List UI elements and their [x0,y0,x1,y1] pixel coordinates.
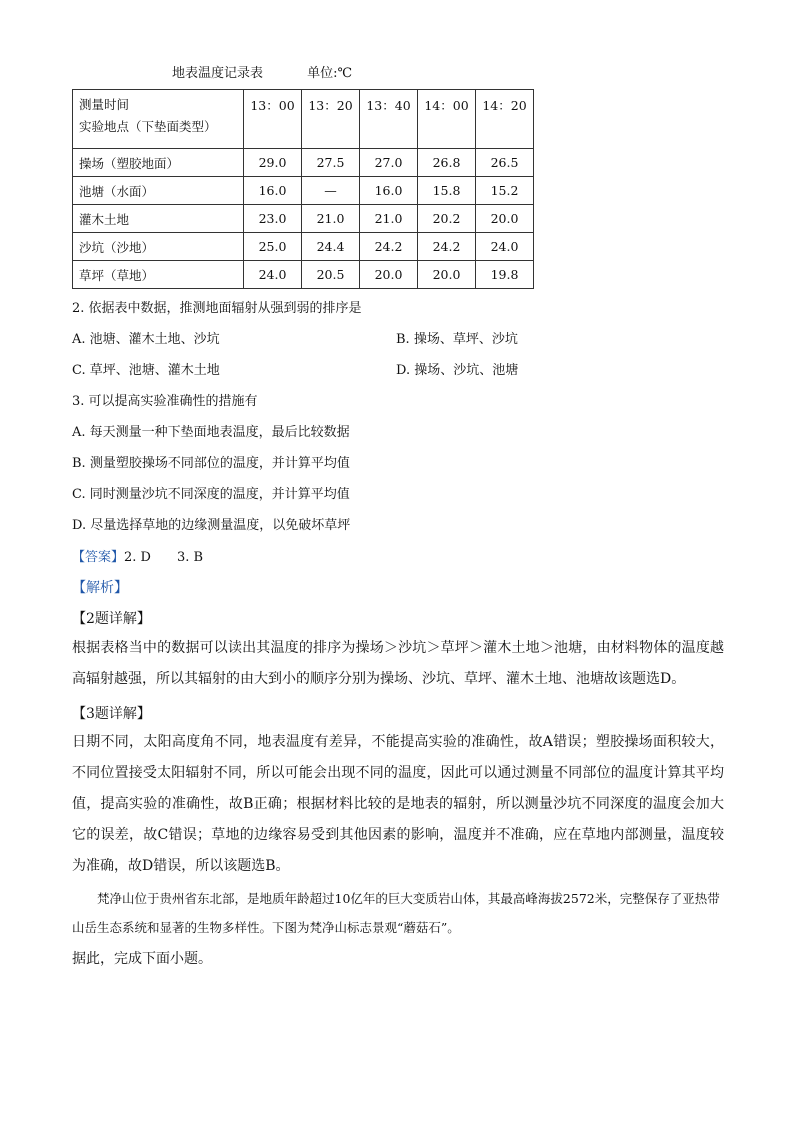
value-cell: 23.0 [244,205,302,233]
question-2-option-a: A. 池塘、灌木土地、沙坑 [72,332,220,347]
value-cell: 26.5 [476,149,534,177]
temperature-table [72,89,534,289]
question-3-option-a: A. 每天测量一种下垫面地表温度，最后比较数据 [72,425,350,440]
site-cell: 沙坑（沙地） [73,233,244,261]
value-cell: 24.4 [302,233,360,261]
value-cell: 29.0 [244,149,302,177]
analysis-label: 【解析】 [72,580,128,596]
value-cell: — [302,177,360,205]
table-caption [172,62,352,81]
question-2-option-c: C. 草坪、池塘、灌木土地 [72,363,220,378]
site-cell: 操场（塑胶地面） [73,149,244,177]
table-row [73,205,534,233]
value-cell: 20.5 [302,261,360,289]
value-cell: 27.5 [302,149,360,177]
value-cell: 20.0 [476,205,534,233]
value-cell: 19.8 [476,261,534,289]
site-cell: 草坪（草地） [73,261,244,289]
table-row [73,233,534,261]
question-3-option-c: C. 同时测量沙坑不同深度的温度，并计算平均值 [72,487,350,502]
value-cell: 15.8 [418,177,476,205]
value-cell: 21.0 [302,205,360,233]
value-cell: 20.0 [418,261,476,289]
value-cell: 16.0 [360,177,418,205]
value-cell: 25.0 [244,233,302,261]
value-cell: 24.2 [418,233,476,261]
header-corner-cell [73,90,244,149]
table-row [73,261,534,289]
table-title: 地表温度记录表 [172,66,264,81]
question-2-option-d: D. 操场、沙坑、池塘 [396,363,519,378]
header-time-label: 测量时间 [79,97,130,112]
time-header: 13：20 [302,90,360,149]
table-unit: 单位:℃ [307,66,353,81]
answer-line [72,546,203,565]
question-2-option-b: B. 操场、草坪、沙坑 [396,332,518,347]
table-header-row [73,90,534,149]
passage-text: 梵净山位于贵州省东北部，是地质年龄超过10亿年的巨大变质岩山体，其最高峰海拔2572米，完整保存了亚热带山岳生态系统和显著的生物多样性。下图为梵净山标志景观“蘑菇石”。 [72,891,720,935]
value-cell: 26.8 [418,149,476,177]
q2-detail-heading: 【2题详解】 [72,611,151,627]
question-3-stem: 3. 可以提高实验准确性的措施有 [72,394,258,409]
value-cell: 20.0 [360,261,418,289]
time-header: 13：40 [360,90,418,149]
question-2-stem: 2. 依据表中数据，推测地面辐射从强到弱的排序是 [72,301,362,316]
answer-label: 【答案】 [72,550,125,565]
time-header: 13：00 [244,90,302,149]
site-cell: 池塘（水面） [73,177,244,205]
passage-instruction: 据此，完成下面小题。 [72,951,212,967]
time-header: 14：00 [418,90,476,149]
value-cell: 16.0 [244,177,302,205]
value-cell: 27.0 [360,149,418,177]
value-cell: 24.2 [360,233,418,261]
table-row [73,177,534,205]
value-cell: 24.0 [244,261,302,289]
value-cell: 21.0 [360,205,418,233]
header-site-label: 实验地点（下垫面类型） [79,119,217,134]
site-cell: 灌木土地 [73,205,244,233]
q3-detail-heading: 【3题详解】 [72,706,151,722]
question-3-option-b: B. 测量塑胶操场不同部位的温度，并计算平均值 [72,456,350,471]
q3-detail-text: 日期不同，太阳高度角不同，地表温度有差异，不能提高实验的准确性，故A错误；塑胶操场面积较大，不同位置接受太阳辐射不同，所以可能会出现不同的温度，因此可以通过测量不同部位的温度计算其平均值，提高实验的准确性，故B正确；根据材料比较的是地表的辐射，所以测量沙坑不同深度的温度会加大它的误差，故C错误；草地的边缘容易受到其他因素的影响，温度并不准确，应在草地内部测量，温度较为准确，故D错误，所以该题选B。 [72,734,724,874]
value-cell: 20.2 [418,205,476,233]
table-row [73,149,534,177]
time-header: 14：20 [476,90,534,149]
value-cell: 24.0 [476,233,534,261]
q2-detail-text: 根据表格当中的数据可以读出其温度的排序为操场＞沙坑＞草坪＞灌木土地＞池塘，由材料物体的温度越高辐射越强，所以其辐射的由大到小的顺序分别为操场、沙坑、草坪、灌木土地、池塘故该题选D。 [72,640,724,687]
question-3-option-d: D. 尽量选择草地的边缘测量温度，以免破坏草坪 [72,518,351,533]
value-cell: 15.2 [476,177,534,205]
answer-text: 2. D 3. B [124,550,204,565]
